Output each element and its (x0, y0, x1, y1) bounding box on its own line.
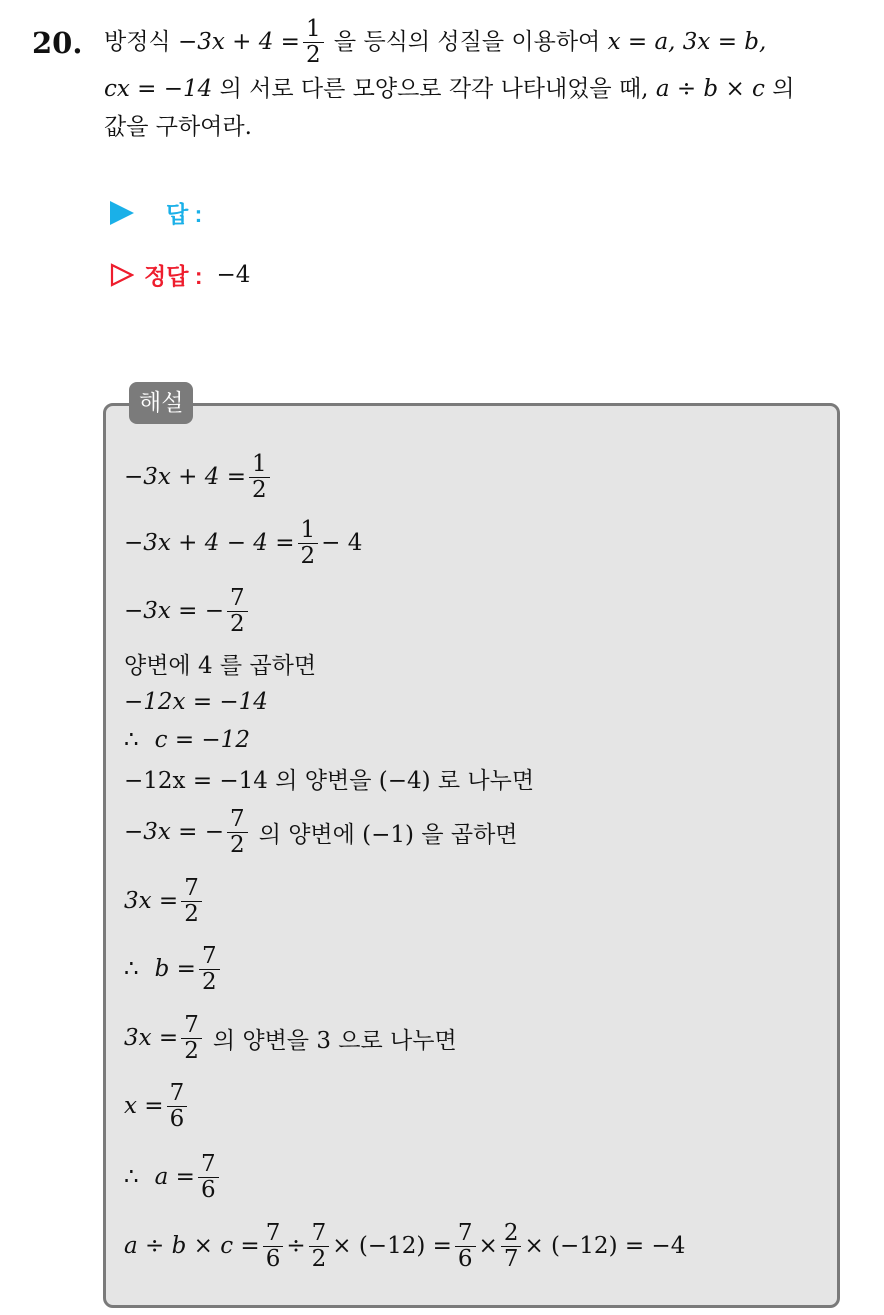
l8-den: 2 (230, 831, 245, 858)
l10-fraction (199, 944, 220, 993)
l8-fraction (227, 807, 248, 856)
q-text-4: 의 (772, 76, 795, 102)
l3-lhs: −3x = − (124, 598, 225, 624)
l14-f2-num: 7 (309, 1221, 330, 1246)
l2-fraction (298, 518, 319, 567)
l6-text: c = −12 (154, 727, 250, 753)
answer-label: 답 : (166, 201, 203, 227)
l14-f1-den: 6 (265, 1245, 281, 1272)
solution-line-1 (124, 450, 273, 504)
solution-line-9 (124, 874, 205, 928)
l11-den: 2 (184, 1037, 199, 1064)
l8-tail: 의 양변에 (−1) 을 곱하면 (258, 821, 518, 848)
therefore-symbol: ∴ (124, 956, 139, 982)
l14-f3-num: 7 (455, 1221, 476, 1246)
l12-den: 6 (169, 1105, 185, 1132)
l1-fraction (249, 452, 270, 501)
l14-mid: × (−12) = (332, 1233, 452, 1259)
solution-tag: 해설 (129, 382, 193, 424)
solution-line-7 (124, 758, 534, 798)
q-text-2: 을 등식의 성질을 이용하여 (333, 29, 601, 55)
l11-lhs: 3x = (124, 1025, 179, 1051)
l13-num: 7 (198, 1152, 219, 1177)
l14-f2-den: 2 (311, 1245, 327, 1272)
q-text-5: 값을 구하여라. (104, 114, 252, 140)
solution-line-14 (124, 1219, 685, 1273)
correct-answer-label: 정답 : (144, 263, 203, 289)
l1-den: 2 (252, 476, 267, 503)
l14-f3-den: 6 (457, 1245, 473, 1272)
l4-text: 양변에 4 를 곱하면 (124, 652, 317, 679)
solution-line-12 (124, 1079, 190, 1133)
l11-num: 7 (181, 1013, 202, 1038)
therefore-symbol: ∴ (124, 1164, 139, 1190)
l2-num: 1 (298, 518, 319, 543)
therefore-symbol: ∴ (124, 727, 139, 753)
l11-fraction (181, 1013, 202, 1062)
l13-den: 6 (200, 1176, 216, 1203)
q-frac-den: 2 (305, 41, 321, 68)
q-expression: a ÷ b × c (655, 76, 765, 102)
l7-text: −12x = −14 의 양변을 (−4) 로 나누면 (124, 767, 535, 794)
solution-line-6 (124, 720, 250, 760)
l10-den: 2 (201, 968, 217, 995)
solution-line-3 (124, 584, 251, 638)
l9-lhs: 3x = (124, 888, 179, 914)
l14-f4-num: 2 (501, 1221, 522, 1246)
question-text (104, 16, 866, 146)
l8-lhs: −3x = − (124, 819, 225, 845)
l3-num: 7 (227, 586, 248, 611)
l14-fraction-2 (309, 1221, 330, 1270)
l14-fraction-1 (263, 1221, 284, 1270)
solution-line-11 (124, 1011, 457, 1065)
solution-line-5 (124, 682, 268, 722)
l14-f4-den: 7 (503, 1245, 519, 1272)
l10-lhs: b = (154, 956, 196, 982)
q-form-2: 3x = b, (682, 29, 767, 55)
solution-line-8 (124, 805, 518, 859)
l12-fraction (167, 1081, 188, 1130)
answer-row (110, 196, 202, 229)
solution-line-4 (124, 643, 316, 683)
play-arrow-outline-icon (110, 263, 134, 287)
l14-f1-num: 7 (263, 1221, 284, 1246)
l13-lhs: a = (154, 1164, 195, 1190)
l10-num: 7 (199, 944, 220, 969)
l14-fraction-3 (455, 1221, 476, 1270)
solution-line-13 (124, 1150, 222, 1204)
l8-num: 7 (227, 807, 248, 832)
l1-num: 1 (249, 452, 270, 477)
l12-lhs: x = (124, 1093, 164, 1119)
l12-num: 7 (167, 1081, 188, 1106)
play-arrow-filled-icon (110, 201, 134, 225)
q-frac-num: 1 (303, 17, 324, 42)
l2-den: 2 (300, 542, 316, 569)
l3-fraction (227, 586, 248, 635)
l14-fraction-4 (501, 1221, 522, 1270)
q-form-1: x = a, (607, 29, 676, 55)
q-text-1: 방정식 (104, 29, 171, 55)
l9-den: 2 (184, 900, 199, 927)
l5-text: −12x = −14 (124, 689, 268, 715)
l9-num: 7 (181, 876, 202, 901)
q-equation-lhs: −3x + 4 = (177, 29, 300, 55)
l14-op2: × (478, 1233, 498, 1259)
q-text-3: 의 서로 다른 모양으로 각각 나타내었을 때, (219, 76, 649, 102)
l3-den: 2 (230, 610, 245, 637)
solution-line-10 (124, 942, 223, 996)
correct-answer-value: −4 (216, 261, 251, 288)
l9-fraction (181, 876, 202, 925)
l2-tail: − 4 (321, 530, 363, 556)
q-equation-fraction (303, 17, 324, 66)
l14-lhs: a ÷ b × c = (124, 1233, 260, 1259)
l2-lhs: −3x + 4 − 4 = (124, 530, 295, 556)
l14-end: × (−12) = −4 (524, 1233, 686, 1259)
l13-fraction (198, 1152, 219, 1201)
solution-line-2 (124, 516, 362, 570)
l11-tail: 의 양변을 3 으로 나누면 (212, 1027, 457, 1054)
question-number: 20. (32, 26, 83, 60)
q-form-3: cx = −14 (104, 76, 213, 102)
correct-answer-row (110, 258, 250, 291)
l14-op1: ÷ (286, 1233, 306, 1259)
l1-lhs: −3x + 4 = (124, 464, 246, 490)
